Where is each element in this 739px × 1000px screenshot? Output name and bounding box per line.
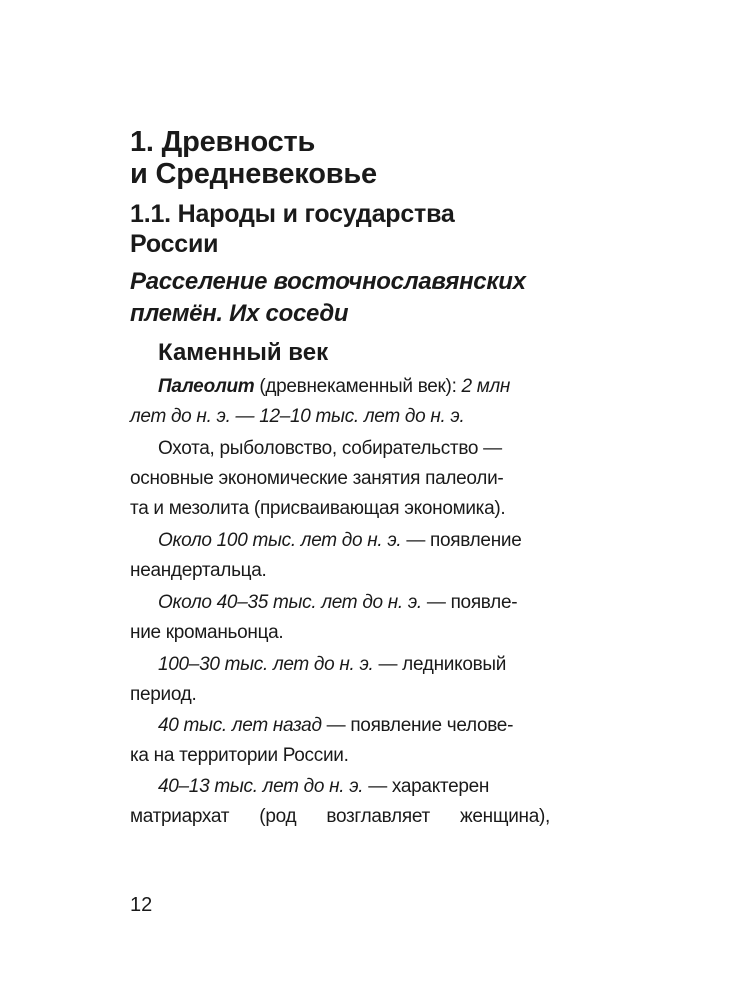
paragraph-text: — характерен (363, 776, 490, 797)
paragraph-line (130, 650, 550, 680)
paragraph-date: 40 тыс. лет назад (158, 715, 322, 736)
paragraph-humans-russia (130, 711, 550, 771)
paragraph-line (130, 526, 550, 556)
paragraph-date: Около 100 тыс. лет до н. э. (158, 530, 402, 551)
paragraph-text: — появление (401, 530, 522, 551)
paragraph-word: (род (259, 806, 297, 827)
topic-title-line-1: Расселение восточнославянских (130, 268, 526, 295)
paragraph-date: 100–30 тыс. лет до н. э. (158, 654, 374, 675)
paragraph-text: — появле- (421, 592, 518, 613)
paragraph-paleolithic (130, 372, 550, 432)
paragraph-line: основные экономические занятия палеоли- (130, 468, 504, 489)
term-paleolithic: Палеолит (158, 376, 255, 397)
book-page (130, 0, 550, 1000)
subsection-title: Каменный век (158, 339, 329, 366)
chapter-title-line-1: 1. Древность (130, 126, 316, 158)
paragraph-line (130, 588, 550, 618)
paragraph-ice-age (130, 650, 550, 710)
paragraph-line (130, 711, 550, 741)
paragraph-text: — появление челове- (321, 715, 514, 736)
paragraph-text: (древнекаменный век): (254, 376, 462, 397)
section-title (130, 199, 455, 259)
topic-title-line-2: племён. Их соседи (130, 300, 349, 327)
paragraph-date: 40–13 тыс. лет до н. э. (158, 776, 364, 797)
page-number: 12 (130, 894, 153, 916)
paragraph-text: — ледниковый (373, 654, 507, 675)
paragraph-line (130, 372, 550, 402)
topic-title (130, 266, 526, 330)
paragraph-matriarchy (130, 772, 550, 832)
paragraph-line: та и мезолита (присваивающая экономика). (130, 498, 506, 519)
paragraph-line: Охота, рыболовство, собирательство — (158, 438, 502, 459)
paragraph-economy (130, 434, 550, 524)
paragraph-line: период. (130, 684, 197, 705)
paragraph-date: лет до н. э. — 12–10 тыс. лет до н. э. (130, 406, 465, 427)
paragraph-line (130, 772, 550, 802)
paragraph-word: женщина), (460, 806, 550, 827)
paragraph-line (130, 402, 550, 432)
paragraph-line: ние кроманьонца. (130, 622, 284, 643)
paragraph-line: неандертальца. (130, 560, 267, 581)
paragraph-word: матриархат (130, 806, 230, 827)
chapter-title (130, 126, 377, 190)
paragraph-date: 2 млн (461, 376, 511, 397)
paragraph-line (130, 802, 550, 832)
section-title-line-2: России (130, 230, 219, 258)
paragraph-cromagnon (130, 588, 550, 648)
paragraph-word: возглавляет (326, 806, 430, 827)
chapter-title-line-2: и Средневековье (130, 158, 377, 190)
paragraph-date: Около 40–35 тыс. лет до н. э. (158, 592, 422, 613)
paragraph-neanderthal (130, 526, 550, 586)
paragraph-line: ка на территории России. (130, 745, 349, 766)
section-title-line-1: 1.1. Народы и государства (130, 200, 455, 228)
